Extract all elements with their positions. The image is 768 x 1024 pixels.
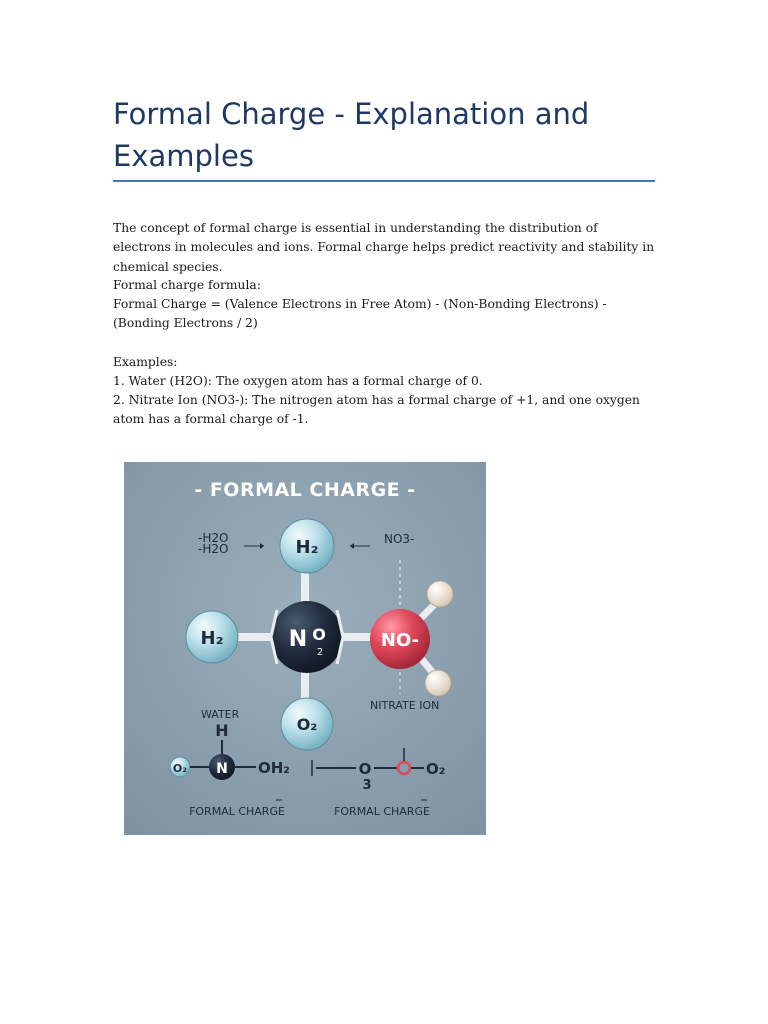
atom-top-label: H₂ xyxy=(295,537,319,558)
label-nitrate: NITRATE ION xyxy=(370,699,440,712)
caption-left: FORMAL CHARGE xyxy=(189,805,285,818)
formula-text: Formal Charge = (Valence Electrons in Free Atom) - (Non-Bonding Electrons) - (Bonding Electrons / 2) xyxy=(113,297,607,331)
water-left-atom-label: O₂ xyxy=(172,762,188,775)
atom-right-label: NO- xyxy=(380,630,420,651)
atom-bottom-label: O₂ xyxy=(296,715,318,734)
label-h2o-top: -H2O xyxy=(198,531,229,545)
illustration-svg xyxy=(124,462,486,835)
atom-center-sub2: 2 xyxy=(316,647,324,658)
label-water: WATER xyxy=(201,708,240,721)
caption-right: FORMAL CHARGE xyxy=(334,805,430,818)
water-right-atom: OH₂ xyxy=(258,759,290,777)
atom-center-label: N xyxy=(288,627,308,652)
atom-left-label: H₂ xyxy=(200,628,224,649)
water-top-atom: H xyxy=(215,721,229,740)
page-title: Formal Charge - Explanation and Examples xyxy=(113,97,590,173)
atom-red-lower-h xyxy=(425,670,451,696)
nitrate-o-right: O₂ xyxy=(426,760,446,778)
formal-charge-illustration xyxy=(124,462,486,835)
nitrate-o-left: O xyxy=(358,760,372,778)
label-h2o-bottom: -H2O xyxy=(198,542,229,556)
atom-red-upper-h xyxy=(427,581,453,607)
nitrate-subscript: 3 xyxy=(362,778,372,793)
illustration-heading: - FORMAL CHARGE - xyxy=(194,479,416,501)
example-nitrate: 2. Nitrate Ion (NO3-): The nitrogen atom has a formal charge of +1, and one oxygen atom has a formal charge of -1. xyxy=(113,393,640,427)
title-divider xyxy=(113,180,655,182)
example-water: 1. Water (H2O): The oxygen atom has a formal charge of 0. xyxy=(113,374,483,388)
examples-heading: Examples: xyxy=(113,355,178,369)
intro-paragraph: The concept of formal charge is essential in understanding the distribution of electrons in molecules and ions. Formal charge helps predict reactivity and stability in chemical species. xyxy=(113,221,655,274)
water-center-atom-label: N xyxy=(216,761,228,777)
formula-heading: Formal charge formula: xyxy=(113,278,261,292)
label-no3: NO3- xyxy=(384,532,415,546)
atom-center-sub: O xyxy=(312,625,326,644)
